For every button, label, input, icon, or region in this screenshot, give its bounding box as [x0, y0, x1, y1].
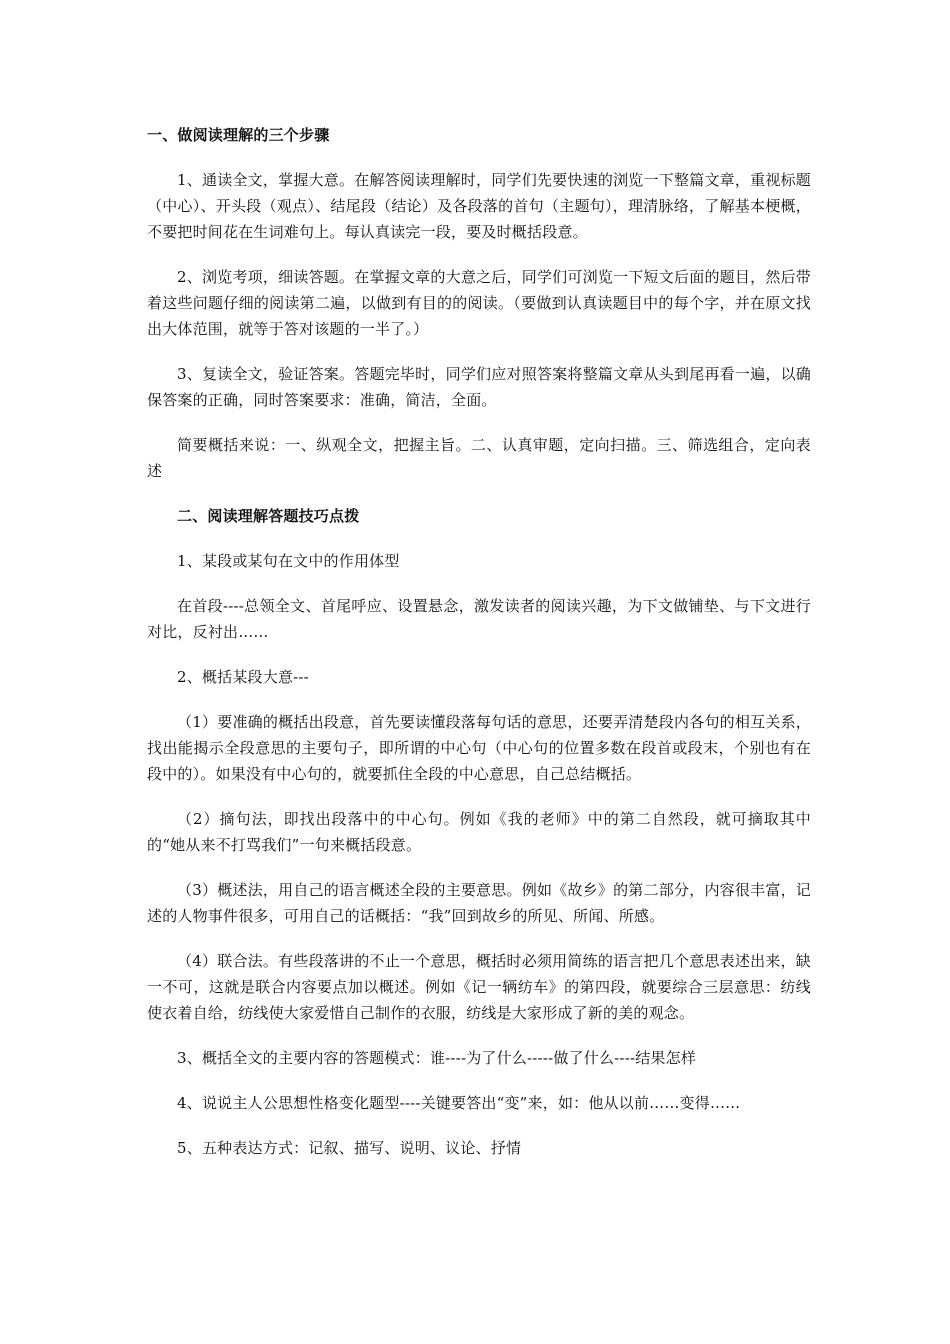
document-body	[147, 122, 811, 1180]
section-heading-steps: 一、做阅读理解的三个步骤	[147, 126, 330, 144]
paragraph-step-3: 3、复读全文，验证答案。答题完毕时，同学们应对照答案将整篇文章从头到尾再看一遍，以确保答案的正确，同时答案要求：准确，简洁，全面。	[147, 365, 811, 409]
paragraph-tip-2-item-4: （4）联合法。有些段落讲的不止一个意思，概括时必须用简练的语言把几个意思表述出来，缺一不可，这就是联合内容要点加以概述。例如《记一辆纺车》的第四段，就要综合三层意思：纺线使衣着自给，纺线使大家爱惜自己制作的衣服，纺线是大家形成了新的美的观念。	[147, 952, 811, 1022]
paragraph-tip-2-title: 2、概括某段大意---	[177, 668, 309, 686]
paragraph-tip-3: 3、概括全文的主要内容的答题模式：谁----为了什么-----做了什么----结果怎样	[177, 1049, 697, 1067]
paragraph-tip-4: 4、说说主人公思想性格变化题型----关键要答出“变”来，如：他从以前……变得……	[177, 1094, 741, 1112]
paragraph-tip-1-body: 在首段----总领全文、首尾呼应、设置悬念，激发读者的阅读兴趣，为下文做铺垫、与下文进行对比，反衬出……	[147, 597, 811, 641]
paragraph-summary: 简要概括来说：一、纵观全文，把握主旨。二、认真审题，定向扫描。三、筛选组合，定向表述	[147, 436, 811, 480]
section-heading-tips: 二、阅读理解答题技巧点拨	[177, 507, 360, 525]
paragraph-step-1: 1、通读全文，掌握大意。在解答阅读理解时，同学们先要快速的浏览一下整篇文章，重视标题（中心）、开头段（观点）、结尾段（结论）及各段落的首句（主题句），理清脉络，了解基本梗概，不要把时间花在生词难句上。每认真读完一段，要及时概括段意。	[147, 171, 811, 241]
paragraph-step-2: 2、浏览考项，细读答题。在掌握文章的大意之后，同学们可浏览一下短文后面的题目，然后带着这些问题仔细的阅读第二遍，以做到有目的的阅读。（要做到认真读题目中的每个字，并在原文找出大体范围，就等于答对该题的一半了。）	[147, 268, 811, 338]
paragraph-tip-1-title: 1、某段或某句在文中的作用体型	[177, 552, 400, 570]
paragraph-tip-5: 5、五种表达方式：记叙、描写、说明、议论、抒情	[177, 1139, 522, 1157]
paragraph-tip-2-item-1: （1）要准确的概括出段意，首先要读懂段落每句话的意思，还要弄清楚段内各句的相互关系，找出能揭示全段意思的主要句子，即所谓的中心句（中心句的位置多数在段首或段末，个别也有在段中的）。如果没有中心句的，就要抓住全段的中心意思，自己总结概括。	[147, 713, 811, 783]
paragraph-tip-2-item-2: （2）摘句法，即找出段落中的中心句。例如《我的老师》中的第二自然段，就可摘取其中的“她从来不打骂我们”一句来概括段意。	[147, 810, 811, 854]
paragraph-tip-2-item-3: （3）概述法，用自己的语言概述全段的主要意思。例如《故乡》的第二部分，内容很丰富，记述的人物事件很多，可用自己的话概括：“我”回到故乡的所见、所闻、所感。	[147, 881, 811, 925]
